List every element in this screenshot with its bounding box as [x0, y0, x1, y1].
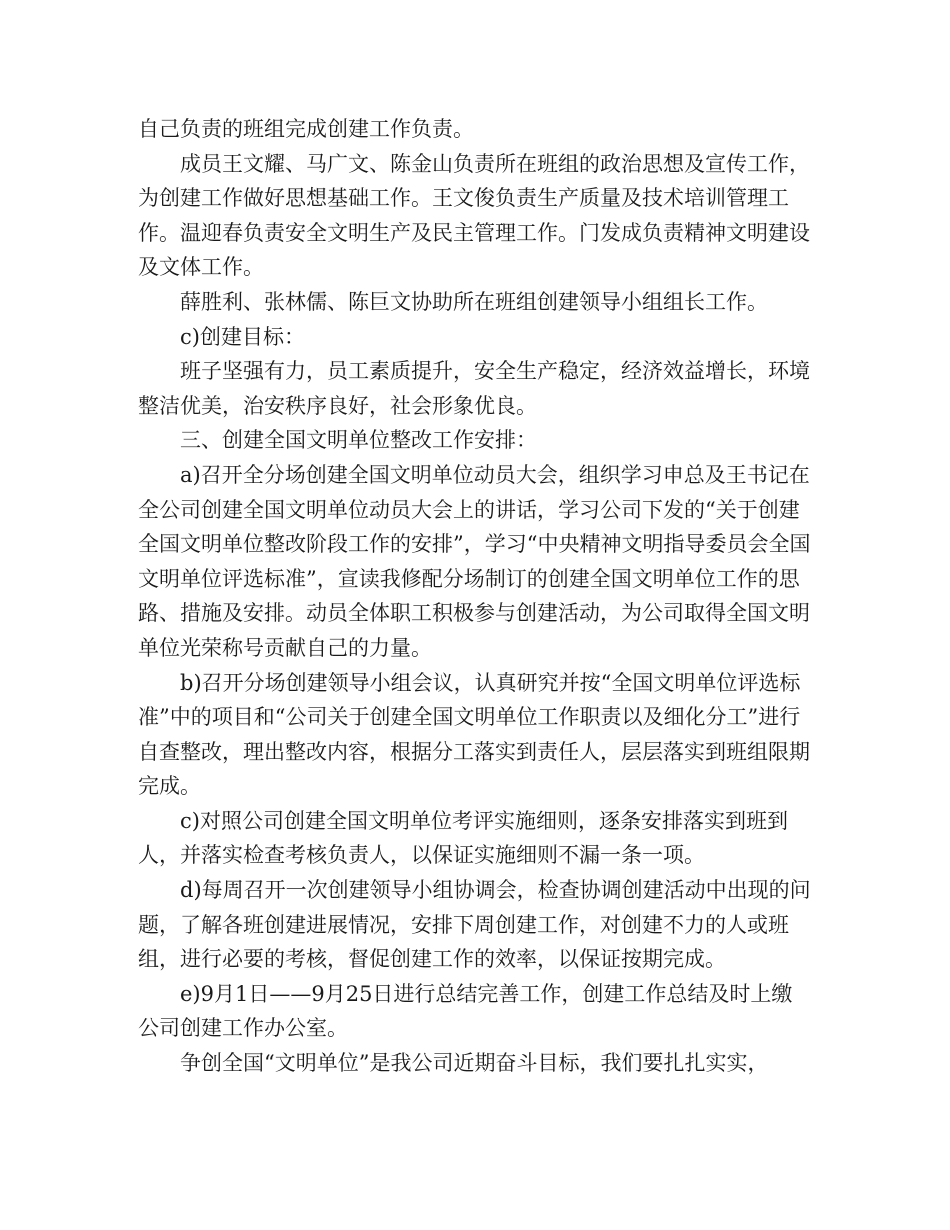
paragraph-item-d: d)每周召开一次创建领导小组协调会，检查协调创建活动中出现的问题，了解各班创建进展情况，安排下周创建工作，对创建不力的人或班组，进行必要的考核，督促创建工作的效率，以保证按期完成。: [138, 878, 811, 972]
paragraph-item-c: c)对照公司创建全国文明单位考评实施细则，逐条安排落实到班到人，并落实检查考核负责人，以保证实施细则不漏一条一项。: [138, 808, 788, 868]
section-heading-arrangement: 三、创建全国文明单位整改工作安排：: [180, 428, 537, 453]
paragraph-closing: 争创全国“文明单位”是我公司近期奋斗目标，我们要扎扎实实，: [180, 1051, 769, 1076]
document-page: [138, 112, 813, 1081]
paragraph-assistants: 薛胜利、张林儒、陈巨文协助所在班组创建领导小组组长工作。: [180, 289, 768, 314]
paragraph-item-a: a)召开全分场创建全国文明单位动员大会，组织学习申总及王书记在全公司创建全国文明单位动员大会上的讲话，学习公司下发的“关于创建全国文明单位整改阶段工作的安排”，学习“中央精神文明指导委员会全国文明单位评选标准”，宣读我修配分场制订的创建全国文明单位工作的思路、措施及安排。动员全体职工积极参与创建活动，为公司取得全国文明单位光荣称号贡献自己的力量。: [138, 462, 811, 660]
paragraph-item-b: b)召开分场创建领导小组会议，认真研究并按“全国文明单位评选标准”中的项目和“公司关于创建全国文明单位工作职责以及细化分工”进行自查整改，理出整改内容，根据分工落实到责任人，层层落实到班组限期完成。: [138, 670, 810, 799]
heading-goals: c)创建目标：: [180, 324, 305, 349]
paragraph-continuation: 自己负责的班组完成创建工作负责。: [138, 117, 474, 141]
paragraph-member-duties: 成员王文耀、马广文、陈金山负责所在班组的政治思想及宣传工作，为创建工作做好思想基础工作。王文俊负责生产质量及技术培训管理工作。温迎春负责安全文明生产及民主管理工作。门发成负责精神文明建设及文体工作。: [138, 151, 810, 280]
paragraph-goals: 班子坚强有力，员工素质提升，安全生产稳定，经济效益增长，环境整洁优美，治安秩序良好，社会形象优良。: [138, 359, 810, 418]
paragraph-item-e: e)9月1日——9月25日进行总结完善工作，创建工作总结及时上缴公司创建工作办公室。: [138, 981, 793, 1041]
